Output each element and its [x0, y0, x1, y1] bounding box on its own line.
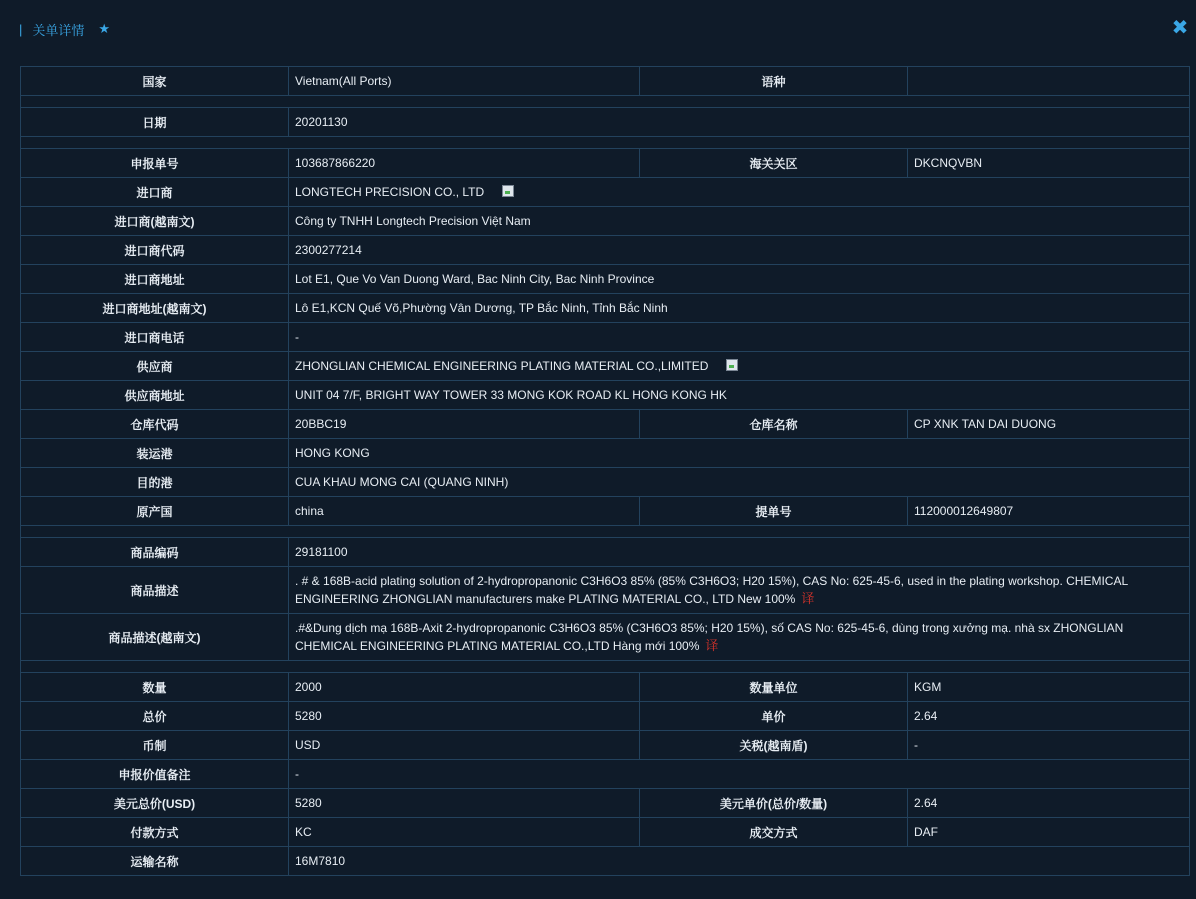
transport-label: 运输名称	[21, 847, 289, 876]
customs-detail-table	[20, 66, 1190, 876]
language-label: 语种	[640, 67, 908, 96]
supplier-value: ZHONGLIAN CHEMICAL ENGINEERING PLATING MATERIAL CO.,LIMITED	[295, 359, 709, 373]
deal-label: 成交方式	[640, 818, 908, 847]
table-row	[21, 381, 1190, 410]
deal-value: DAF	[908, 818, 1190, 847]
table-row	[21, 323, 1190, 352]
table-row	[21, 178, 1190, 207]
tax-value: -	[908, 731, 1190, 760]
table-row	[21, 236, 1190, 265]
table-row	[21, 294, 1190, 323]
table-row	[21, 468, 1190, 497]
table-row	[21, 439, 1190, 468]
translate-button[interactable]: 译	[801, 591, 815, 606]
table-row	[21, 67, 1190, 96]
remark-label: 申报价值备注	[21, 760, 289, 789]
date-value: 20201130	[289, 108, 1190, 137]
desc-label: 商品描述	[21, 567, 289, 614]
currency-label: 币制	[21, 731, 289, 760]
importer-label: 进口商	[21, 178, 289, 207]
importer-addr-value: Lot E1, Que Vo Van Duong Ward, Bac Ninh City, Bac Ninh Province	[289, 265, 1190, 294]
payment-value: KC	[289, 818, 640, 847]
importer-phone-value: -	[289, 323, 1190, 352]
table-row	[21, 149, 1190, 178]
tax-label: 关税(越南盾)	[640, 731, 908, 760]
hs-label: 商品编码	[21, 538, 289, 567]
desc-vn-value: .#&Dung dịch mạ 168B-Axit 2-hydropropanonic C3H6O3 85% (C3H6O3 85%; H20 15%), số CAS No: 625-45-6, dùng trong xưởng mạ. nhà sx ZHONGLIAN CHEMICAL ENGINEERING PLATING MATERIAL CO.,LTD Hàng mới 100%	[295, 621, 1124, 653]
warehouse-name-label: 仓库名称	[640, 410, 908, 439]
remark-value: -	[289, 760, 1190, 789]
origin-label: 原产国	[21, 497, 289, 526]
importer-addr-vn-value: Lô E1,KCN Quế Võ,Phường Vân Dương, TP Bắc Ninh, Tỉnh Bắc Ninh	[289, 294, 1190, 323]
decl-no-value: 103687866220	[289, 149, 640, 178]
transport-value: 16M7810	[289, 847, 1190, 876]
dest-port-value: CUA KHAU MONG CAI (QUANG NINH)	[289, 468, 1190, 497]
unit-price-label: 单价	[640, 702, 908, 731]
loading-port-label: 装运港	[21, 439, 289, 468]
importer-vn-label: 进口商(越南文)	[21, 207, 289, 236]
country-value: Vietnam(All Ports)	[289, 67, 640, 96]
table-row	[21, 207, 1190, 236]
country-label: 国家	[21, 67, 289, 96]
page-title: 关单详情	[32, 22, 85, 38]
bl-value: 112000012649807	[908, 497, 1190, 526]
loading-port-value: HONG KONG	[289, 439, 1190, 468]
payment-label: 付款方式	[21, 818, 289, 847]
usd-unit-value: 2.64	[908, 789, 1190, 818]
usd-total-label: 美元总价(USD)	[21, 789, 289, 818]
table-row	[21, 818, 1190, 847]
desc-value: . # & 168B-acid plating solution of 2-hydropropanonic C3H6O3 85% (85% C3H6O3; H20 15%), CAS No: 625-45-6, used in the plating workshop. CHEMICAL ENGINEERING ZHONGLIAN manufacturers make PLATING MATERIAL CO., LTD New 100%	[295, 574, 1128, 606]
header-divider: |	[19, 21, 23, 37]
origin-value: china	[289, 497, 640, 526]
importer-phone-label: 进口商电话	[21, 323, 289, 352]
page-header	[19, 20, 110, 38]
dest-port-label: 目的港	[21, 468, 289, 497]
table-row	[21, 265, 1190, 294]
table-row	[21, 673, 1190, 702]
usd-unit-label: 美元单价(总价/数量)	[640, 789, 908, 818]
separator-row	[21, 526, 1190, 538]
warehouse-code-label: 仓库代码	[21, 410, 289, 439]
importer-code-value: 2300277214	[289, 236, 1190, 265]
usd-total-value: 5280	[289, 789, 640, 818]
supplier-addr-value: UNIT 04 7/F, BRIGHT WAY TOWER 33 MONG KOK ROAD KL HONG KONG HK	[289, 381, 1190, 410]
total-value: 5280	[289, 702, 640, 731]
star-icon[interactable]: ★	[98, 21, 111, 36]
close-icon[interactable]: ✖	[1171, 17, 1189, 39]
qty-label: 数量	[21, 673, 289, 702]
table-row	[21, 731, 1190, 760]
decl-no-label: 申报单号	[21, 149, 289, 178]
supplier-addr-label: 供应商地址	[21, 381, 289, 410]
importer-addr-vn-label: 进口商地址(越南文)	[21, 294, 289, 323]
broken-image-icon[interactable]	[502, 185, 514, 197]
supplier-label: 供应商	[21, 352, 289, 381]
table-row	[21, 497, 1190, 526]
warehouse-code-value: 20BBC19	[289, 410, 640, 439]
desc-cell	[289, 567, 1190, 614]
importer-value: LONGTECH PRECISION CO., LTD	[295, 185, 485, 199]
importer-addr-label: 进口商地址	[21, 265, 289, 294]
warehouse-name-value: CP XNK TAN DAI DUONG	[908, 410, 1190, 439]
table-row	[21, 410, 1190, 439]
bl-label: 提单号	[640, 497, 908, 526]
qty-value: 2000	[289, 673, 640, 702]
currency-value: USD	[289, 731, 640, 760]
total-label: 总价	[21, 702, 289, 731]
separator-row	[21, 96, 1190, 108]
hs-value: 29181100	[289, 538, 1190, 567]
supplier-cell	[289, 352, 1190, 381]
desc-vn-cell	[289, 614, 1190, 661]
importer-vn-value: Công ty TNHH Longtech Precision Việt Nam	[289, 207, 1190, 236]
unit-price-value: 2.64	[908, 702, 1190, 731]
translate-button[interactable]: 译	[705, 638, 719, 653]
table-row	[21, 567, 1190, 614]
separator-row	[21, 661, 1190, 673]
broken-image-icon[interactable]	[726, 359, 738, 371]
desc-vn-label: 商品描述(越南文)	[21, 614, 289, 661]
separator-row	[21, 137, 1190, 149]
date-label: 日期	[21, 108, 289, 137]
language-value	[908, 67, 1190, 96]
qty-unit-value: KGM	[908, 673, 1190, 702]
table-row	[21, 108, 1190, 137]
table-row	[21, 847, 1190, 876]
importer-code-label: 进口商代码	[21, 236, 289, 265]
table-row	[21, 760, 1190, 789]
table-row	[21, 789, 1190, 818]
table-row	[21, 702, 1190, 731]
importer-cell	[289, 178, 1190, 207]
customs-value: DKCNQVBN	[908, 149, 1190, 178]
table-row	[21, 352, 1190, 381]
customs-label: 海关关区	[640, 149, 908, 178]
table-row	[21, 538, 1190, 567]
qty-unit-label: 数量单位	[640, 673, 908, 702]
table-row	[21, 614, 1190, 661]
